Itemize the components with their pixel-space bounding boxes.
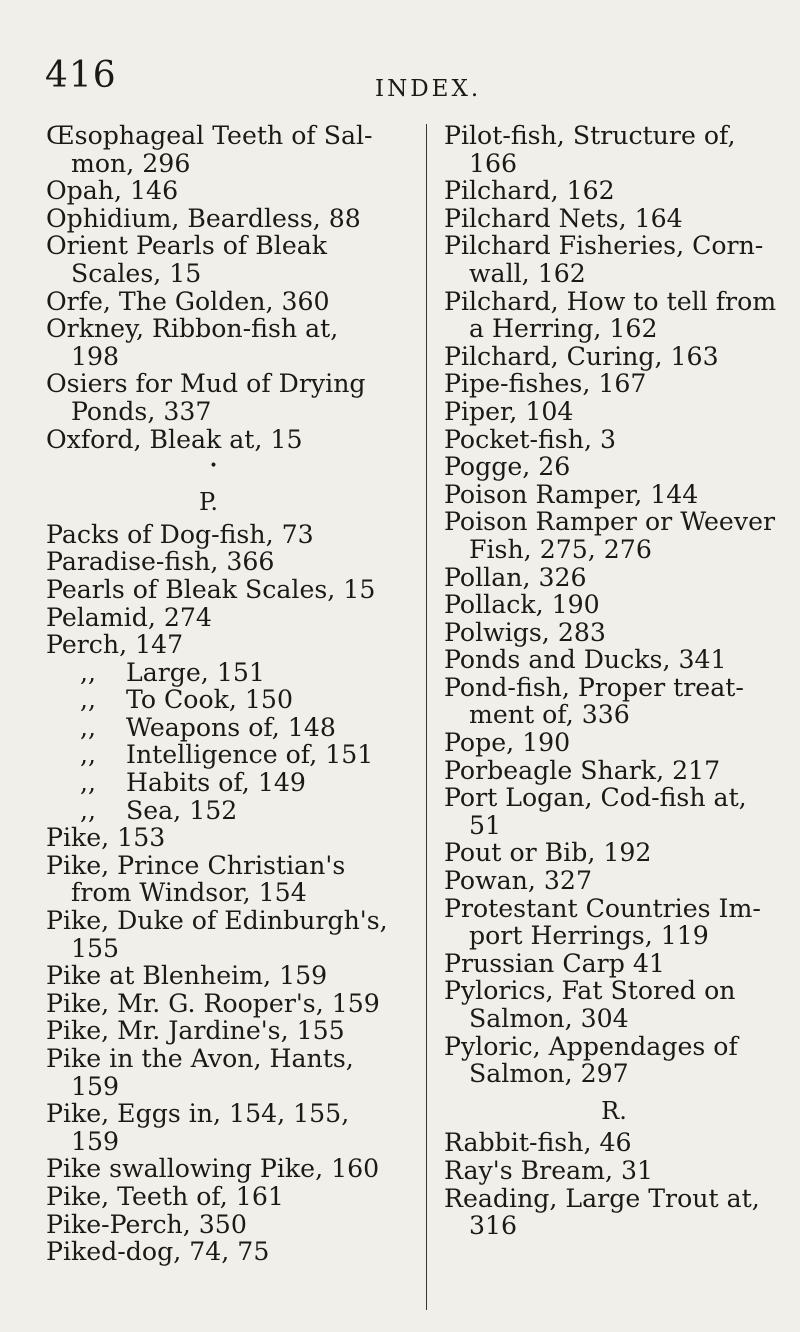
entry-line: Orfe, The Golden, 360	[46, 286, 330, 316]
section-heading-p: P.	[199, 488, 218, 517]
index-entry	[46, 122, 441, 177]
index-entry	[46, 852, 441, 907]
entry-line: Pope, 190	[444, 728, 571, 758]
entry-line: Piper, 104	[444, 396, 574, 426]
entry-line: Orkney, Ribbon-fish at,	[46, 314, 339, 344]
index-entry	[46, 426, 441, 454]
entry-line: Pylorics, Fat Stored on	[444, 976, 736, 1006]
right-entries-p	[444, 122, 789, 1088]
index-subentry	[46, 686, 441, 714]
entry-line: Pipe-fishes, 167	[444, 369, 647, 399]
index-entry: Paradise-fish, 366	[46, 547, 275, 577]
ditto-mark: ,,	[80, 685, 97, 715]
entry-line: Polwigs, 283	[444, 617, 606, 647]
entry-line: Pike, Eggs in, 154, 155,	[46, 1099, 350, 1129]
entry-line: Œsophageal Teeth of Sal-	[46, 121, 373, 150]
index-entry	[46, 1155, 441, 1183]
right-entries-r	[444, 1129, 789, 1239]
index-subentry	[46, 741, 441, 769]
entry-line: Pyloric, Appendages of	[444, 1031, 738, 1061]
entry-line: Opah, 146	[46, 176, 179, 206]
section-separator: •	[209, 458, 218, 475]
index-entry	[444, 1185, 789, 1240]
index-subentry	[46, 797, 441, 825]
entry-continuation: 316	[469, 1211, 518, 1241]
entry-line: Pilchard, How to tell from	[444, 286, 777, 316]
entry-line: Piked-dog, 74, 75	[46, 1237, 270, 1267]
subentry-text: Sea, 152	[126, 795, 238, 825]
index-entry	[444, 564, 789, 592]
index-entry	[444, 122, 789, 177]
entry-continuation: Scales, 15	[71, 258, 202, 288]
running-head: INDEX.	[375, 76, 482, 102]
entry-line: Ponds and Ducks, 341	[444, 645, 727, 675]
left-entries-p	[46, 521, 441, 659]
index-entry	[46, 962, 441, 990]
index-entry	[46, 1211, 441, 1239]
entry-line: Pilchard Fisheries, Corn-	[444, 231, 764, 261]
ditto-mark: ,,	[80, 795, 97, 825]
entry-line: Pike swallowing Pike, 160	[46, 1154, 380, 1184]
entry-line: Pond-fish, Proper treat-	[444, 672, 744, 702]
index-entry	[46, 370, 441, 425]
index-entry	[46, 232, 441, 287]
entry-continuation: from Windsor, 154	[71, 878, 307, 908]
left-entries-o	[46, 122, 441, 453]
index-entry	[46, 177, 441, 205]
index-entry: Pelamid, 274	[46, 602, 212, 632]
index-entry	[444, 757, 789, 785]
entry-line: Pike at Blenheim, 159	[46, 961, 328, 991]
entry-continuation: 198	[71, 341, 120, 371]
entry-line: Pike, 153	[46, 823, 166, 853]
entry-line: Reading, Large Trout at,	[444, 1183, 760, 1213]
entry-line: Poison Ramper, 144	[444, 479, 699, 509]
index-entry	[46, 907, 441, 962]
entry-line: Pogge, 26	[444, 452, 571, 482]
entry-line: Prussian Carp 41	[444, 948, 665, 978]
index-entry	[444, 619, 789, 647]
entry-continuation: port Herrings, 119	[469, 921, 709, 951]
entry-continuation: Fish, 275, 276	[469, 534, 652, 564]
entry-line: Pocket-fish, 3	[444, 424, 616, 454]
entry-line: Pout or Bib, 192	[444, 838, 652, 868]
subentry-text: Large, 151	[126, 657, 265, 687]
entry-line: Porbeagle Shark, 217	[444, 755, 721, 785]
index-entry	[444, 784, 789, 839]
entry-line: Pike, Prince Christian's	[46, 850, 346, 880]
index-entry	[444, 1157, 789, 1185]
subentry-text: Habits of, 149	[126, 768, 306, 798]
index-subentry	[46, 714, 441, 742]
index-entry	[444, 177, 789, 205]
ditto-mark: ,,	[80, 712, 97, 742]
subentry-text: Weapons of, 148	[126, 712, 336, 742]
entry-line: Ray's Bream, 31	[444, 1155, 654, 1185]
entry-continuation: 166	[469, 148, 518, 178]
index-entry	[444, 839, 789, 867]
entry-line: Pilchard, 162	[444, 176, 615, 206]
index-entry	[46, 205, 441, 233]
index-entry	[444, 398, 789, 426]
index-column-right	[444, 122, 789, 1240]
entry-line: Pilchard Nets, 164	[444, 203, 683, 233]
entry-continuation: Salmon, 304	[469, 1004, 629, 1033]
entry-continuation: Ponds, 337	[71, 396, 212, 426]
entry-line: Pilot-fish, Structure of,	[444, 121, 736, 150]
index-entry	[46, 990, 441, 1018]
subentry-text: To Cook, 150	[126, 685, 293, 715]
page-number: 416	[45, 55, 117, 96]
index-entry	[444, 288, 789, 343]
entry-line: Ophidium, Beardless, 88	[46, 203, 361, 233]
entry-continuation: mon, 296	[71, 148, 191, 178]
entry-line: Orient Pearls of Bleak	[46, 231, 328, 261]
entry-line: Pike, Mr. G. Rooper's, 159	[46, 988, 380, 1018]
index-entry	[444, 232, 789, 287]
index-subentry	[46, 659, 441, 687]
index-entry: Perch, 147	[46, 630, 184, 660]
entry-continuation: ment of, 336	[469, 700, 630, 730]
index-column-left	[46, 122, 441, 1266]
index-entry	[444, 426, 789, 454]
ditto-mark: ,,	[80, 768, 97, 798]
index-entry	[46, 824, 441, 852]
index-entry	[444, 674, 789, 729]
index-entry	[444, 729, 789, 757]
index-entry	[444, 1033, 789, 1088]
perch-subentries	[46, 659, 441, 825]
index-entry	[46, 1238, 441, 1266]
entry-continuation: 159	[71, 1126, 120, 1156]
index-entry	[444, 205, 789, 233]
ditto-mark: ,,	[80, 657, 97, 687]
index-entry	[46, 1183, 441, 1211]
entry-continuation: wall, 162	[469, 258, 586, 288]
entry-line: Pollan, 326	[444, 562, 587, 592]
index-entry	[444, 646, 789, 674]
index-entry	[46, 1100, 441, 1155]
entry-continuation: 159	[71, 1071, 120, 1101]
index-entry	[444, 977, 789, 1032]
entry-continuation: Salmon, 297	[469, 1059, 629, 1089]
index-entry	[444, 867, 789, 895]
index-entry	[444, 343, 789, 371]
index-entry: Pearls of Bleak Scales, 15	[46, 574, 376, 604]
entry-line: Pollack, 190	[444, 590, 600, 620]
ditto-mark: ,,	[80, 740, 97, 770]
index-entry	[444, 895, 789, 950]
entry-line: Pike, Mr. Jardine's, 155	[46, 1016, 345, 1046]
index-entry	[444, 591, 789, 619]
entry-line: Pike in the Avon, Hants,	[46, 1044, 354, 1073]
entry-line: Port Logan, Cod-fish at,	[444, 783, 747, 813]
index-entry	[444, 950, 789, 978]
section-heading-r: R.	[601, 1096, 627, 1125]
entry-line: Powan, 327	[444, 866, 592, 896]
index-entry	[46, 288, 441, 316]
entry-line: Rabbit-fish, 46	[444, 1128, 632, 1158]
index-entry	[444, 453, 789, 481]
index-entry	[46, 315, 441, 370]
entry-line: Pike-Perch, 350	[46, 1209, 247, 1239]
entry-line: Oxford, Bleak at, 15	[46, 424, 303, 454]
entry-continuation: 51	[469, 810, 502, 840]
entry-line: Protestant Countries Im-	[444, 893, 761, 923]
entry-continuation: a Herring, 162	[469, 314, 658, 344]
index-entry	[444, 508, 789, 563]
index-entry	[46, 1017, 441, 1045]
index-subentry	[46, 769, 441, 797]
entry-continuation: 155	[71, 933, 120, 963]
index-entry	[444, 481, 789, 509]
entry-line: Osiers for Mud of Drying	[46, 369, 366, 399]
index-entry	[46, 1045, 441, 1100]
index-entry	[444, 1129, 789, 1157]
subentry-text: Intelligence of, 151	[126, 740, 374, 770]
entry-line: Pike, Teeth of, 161	[46, 1181, 284, 1211]
index-entry: Packs of Dog-fish, 73	[46, 519, 314, 549]
entry-line: Pilchard, Curing, 163	[444, 341, 719, 371]
entry-line: Pike, Duke of Edinburgh's,	[46, 906, 388, 936]
left-entries-pike	[46, 824, 441, 1266]
index-entry	[444, 370, 789, 398]
entry-line: Poison Ramper or Weever	[444, 507, 776, 537]
